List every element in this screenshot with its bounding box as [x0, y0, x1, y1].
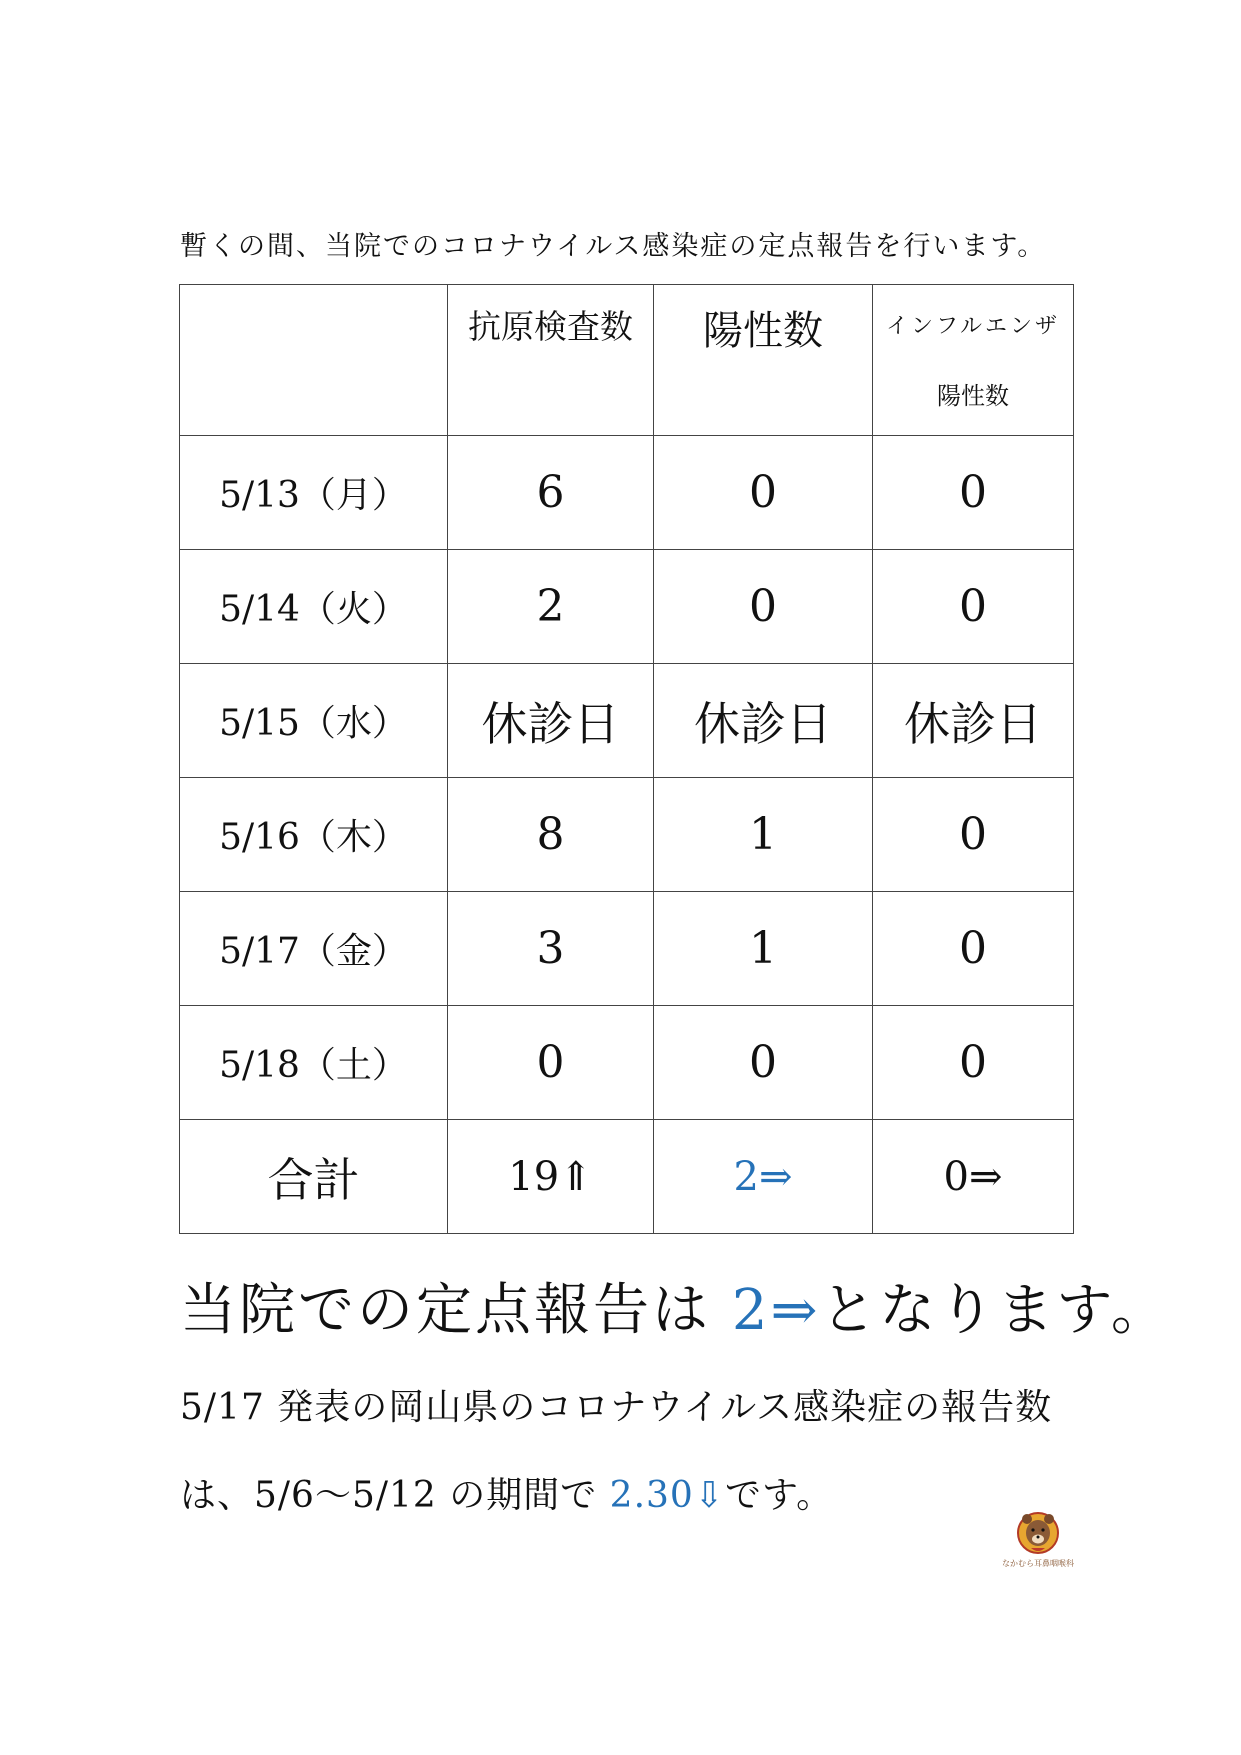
total-flu: 0⇒	[873, 1120, 1074, 1234]
row-flu: 0	[873, 1006, 1074, 1120]
summary-statement: 当院での定点報告は 2⇒となります。	[180, 1278, 1170, 1343]
row-antigen: 8	[448, 778, 654, 892]
row-positive: 1	[654, 892, 873, 1006]
table-row	[180, 436, 1074, 550]
row-flu: 休診日	[873, 664, 1074, 778]
row-positive: 休診日	[654, 664, 873, 778]
row-antigen: 3	[448, 892, 654, 1006]
row-antigen: 0	[448, 1006, 654, 1120]
header-positive: 陽性数	[654, 285, 873, 436]
header-flu-line1: インフルエンザ	[885, 314, 1061, 339]
table-row	[180, 664, 1074, 778]
header-empty-cell	[180, 285, 448, 436]
report-table	[179, 284, 1074, 1234]
total-label: 合計	[180, 1120, 448, 1234]
header-flu-line2: 陽性数	[937, 382, 1009, 410]
prefecture-line2: は、5/6〜5/12 の期間で 2.30⇩です。	[180, 1475, 834, 1516]
row-date: 5/13（月）	[180, 436, 448, 550]
summary-value: 2⇒	[731, 1278, 821, 1343]
prefecture-line1: 5/17 発表の岡山県のコロナウイルス感染症の報告数	[180, 1387, 1053, 1428]
row-antigen: 2	[448, 550, 654, 664]
prefecture-value: 2.30⇩	[609, 1475, 725, 1516]
row-positive: 0	[654, 1006, 873, 1120]
table-row	[180, 1006, 1074, 1120]
row-positive: 0	[654, 436, 873, 550]
row-date: 5/14（火）	[180, 550, 448, 664]
row-date: 5/15（水）	[180, 664, 448, 778]
row-flu: 0	[873, 892, 1074, 1006]
prefecture-report	[180, 1364, 1052, 1540]
row-date: 5/18（土）	[180, 1006, 448, 1120]
row-positive: 1	[654, 778, 873, 892]
row-flu: 0	[873, 436, 1074, 550]
table-total-row	[180, 1120, 1074, 1234]
row-date: 5/17（金）	[180, 892, 448, 1006]
table-row	[180, 892, 1074, 1006]
header-antigen: 抗原検査数	[448, 285, 654, 436]
clinic-logo	[1003, 1510, 1073, 1570]
table-row	[180, 778, 1074, 892]
row-date: 5/16（木）	[180, 778, 448, 892]
table-row	[180, 550, 1074, 664]
intro-text: 暫くの間、当院でのコロナウイルス感染症の定点報告を行います。	[180, 231, 1047, 262]
row-positive: 0	[654, 550, 873, 664]
total-positive: 2⇒	[654, 1120, 873, 1234]
row-antigen: 休診日	[448, 664, 654, 778]
total-antigen: 19⇑	[448, 1120, 654, 1234]
table-header-row	[180, 285, 1074, 436]
row-flu: 0	[873, 550, 1074, 664]
row-antigen: 6	[448, 436, 654, 550]
logo-text: なかむら耳鼻咽喉科	[1002, 1559, 1074, 1568]
row-flu: 0	[873, 778, 1074, 892]
header-flu	[873, 285, 1074, 436]
